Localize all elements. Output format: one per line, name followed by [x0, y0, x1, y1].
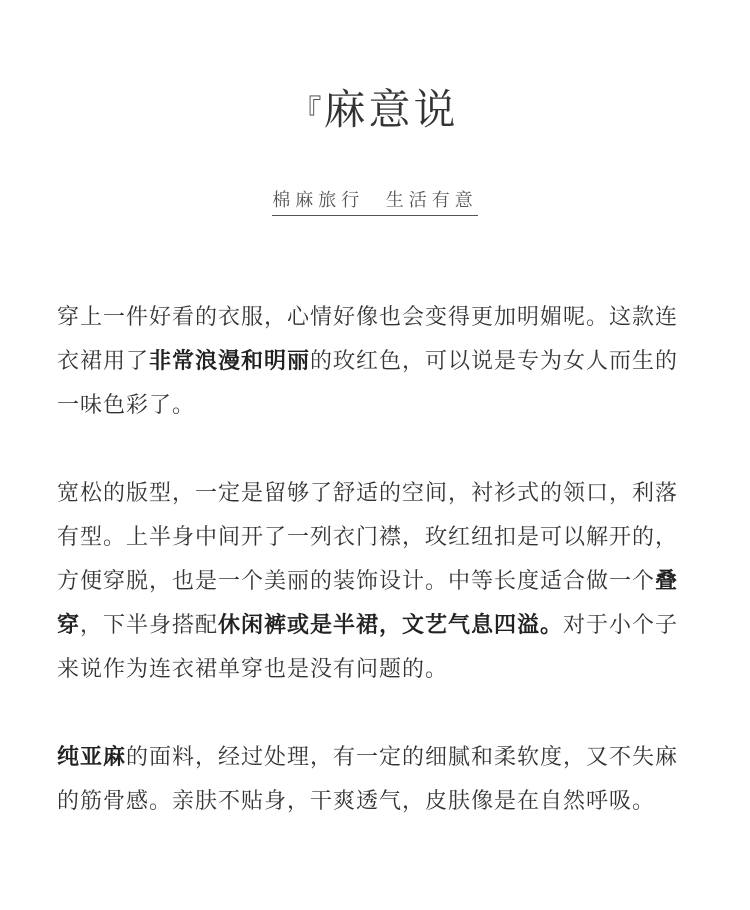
emphasis-text: 叠穿 [57, 569, 679, 638]
paragraph-text: 宽松的版型，一定是留够了舒适的空间，衬衫式的领口，利落有型。上半身中间开了一列衣门襟，玫红纽扣是可以解开的，方便穿脱，也是一个美丽的装饰设计。中等长度适合做一个 [57, 481, 679, 594]
emphasis-text: 纯亚麻 [57, 745, 127, 770]
emphasis-text: 休闲裤或是半裙，文艺气息四溢。 [218, 613, 564, 638]
emphasis-text: 非常浪漫和明丽 [149, 349, 311, 374]
paragraph-1 [57, 296, 697, 428]
paragraph-3 [57, 736, 697, 824]
title-block [0, 82, 750, 138]
page-title: 麻意说 [323, 85, 459, 134]
paragraph-text: 对于小个子来说作为连衣裙单穿也是没有问题的。 [57, 613, 679, 682]
paragraph-text: 的面料，经过处理，有一定的细腻和柔软度，又不失麻的筋骨感。亲肤不贴身，干爽透气，皮肤像是在自然呼吸。 [57, 745, 679, 814]
article-body [57, 296, 697, 824]
paragraph-text: 穿上一件好看的衣服，心情好像也会变得更加明媚呢。这款连衣裙用了 [57, 305, 679, 374]
paragraph-text: 的玫红色，可以说是专为女人而生的一味色彩了。 [57, 349, 679, 418]
paragraph-text: ，下半身搭配 [80, 613, 219, 638]
subtitle-block [0, 186, 750, 216]
title-bracket-mark: 『 [291, 94, 322, 129]
page-subtitle: 棉麻旅行 生活有意 [272, 186, 477, 216]
paragraph-2 [57, 472, 697, 692]
